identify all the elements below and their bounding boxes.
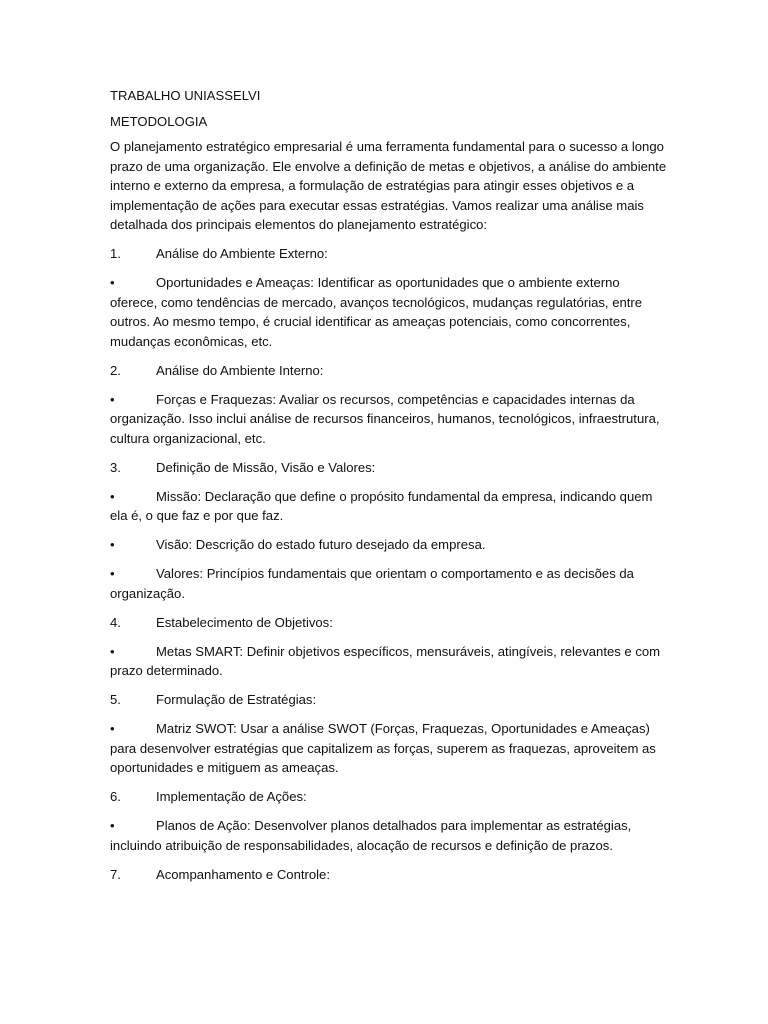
bullet-item [110, 390, 670, 449]
document-title: TRABALHO UNIASSELVI [110, 88, 261, 103]
section-heading-text: Análise do Ambiente Externo: [156, 246, 328, 261]
bullet-text: Matriz SWOT: Usar a análise SWOT (Forças, Fraquezas, Oportunidades e Ameaças) para desenvolver estratégias que capitalizem as forças, superem as fraquezas, aproveitem as oportunidades e mitiguem as ameaças. [110, 721, 656, 775]
document-content [110, 86, 670, 894]
section-heading-text: Análise do Ambiente Interno: [156, 362, 324, 378]
section-heading-3 [110, 458, 670, 478]
bullet-text: Valores: Princípios fundamentais que orientam o comportamento e as decisões da organização. [110, 566, 634, 601]
bullet-marker: • [110, 275, 115, 290]
bullet-item [110, 816, 670, 855]
section-number: 1. [110, 246, 121, 261]
section-heading-text: Estabelecimento de Objetivos: [156, 614, 333, 630]
section-heading-7 [110, 865, 670, 885]
bullet-marker: • [110, 566, 115, 581]
section-heading-4 [110, 613, 670, 633]
bullet-item [110, 564, 670, 603]
section-number: 3. [110, 459, 121, 475]
bullet-item [110, 487, 670, 526]
section-heading-2 [110, 361, 670, 381]
bullet-text: Missão: Declaração que define o propósito fundamental da empresa, indicando quem ela é, o que faz e por que faz. [110, 488, 653, 523]
section-heading-text: Acompanhamento e Controle: [156, 866, 330, 882]
section-number: 6. [110, 789, 121, 804]
section-number: 5. [110, 692, 121, 707]
intro-paragraph: O planejamento estratégico empresarial é uma ferramenta fundamental para o sucesso a longo prazo de uma organização. Ele envolve a definição de metas e objetivos, a análise do ambiente interno e externo da empresa, a formulação de estratégias para atingir esses objetivos e a implementação de ações para executar essas estratégias. Vamos realizar uma análise mais detalhada dos principais elementos do planejamento estratégico: [110, 139, 667, 232]
bullet-item [110, 719, 670, 778]
bullet-text: Oportunidades e Ameaças: Identificar as oportunidades que o ambiente externo oferece, como tendências de mercado, avanços tecnológicos, mudanças regulatórias, entre outros. Ao mesmo tempo, é crucial identificar as ameaças potenciais, como concorrentes, mudanças econômicas, etc. [110, 275, 643, 349]
section-number: 7. [110, 866, 121, 882]
section-heading-text: Implementação de Ações: [156, 789, 307, 804]
bullet-item [110, 273, 670, 351]
bullet-marker: • [110, 721, 115, 736]
bullet-text: Visão: Descrição do estado futuro desejado da empresa. [156, 537, 486, 552]
section-heading-5 [110, 690, 670, 710]
section-heading-1 [110, 244, 670, 264]
section-heading-text: Formulação de Estratégias: [156, 692, 317, 707]
section-heading-text: Definição de Missão, Visão e Valores: [156, 459, 376, 475]
section-number: 2. [110, 362, 121, 378]
bullet-text: Metas SMART: Definir objetivos específicos, mensuráveis, atingíveis, relevantes e com prazo determinado. [110, 643, 661, 678]
bullet-marker: • [110, 488, 115, 504]
section-heading-6 [110, 787, 670, 807]
bullet-item [110, 642, 670, 681]
bullet-item [110, 535, 670, 555]
bullet-marker: • [110, 537, 115, 552]
bullet-marker: • [110, 643, 115, 659]
bullet-marker: • [110, 818, 115, 833]
bullet-text: Forças e Fraquezas: Avaliar os recursos, competências e capacidades internas da organização. Isso inclui análise de recursos financeiros, humanos, tecnológicos, infraestrutura, cultura organizacional, etc. [110, 391, 660, 446]
section-title: METODOLOGIA [110, 113, 208, 129]
bullet-marker: • [110, 391, 115, 407]
section-number: 4. [110, 614, 121, 630]
bullet-text: Planos de Ação: Desenvolver planos detalhados para implementar as estratégias, incluindo atribuição de responsabilidades, alocação de recursos e definição de prazos. [110, 818, 632, 853]
